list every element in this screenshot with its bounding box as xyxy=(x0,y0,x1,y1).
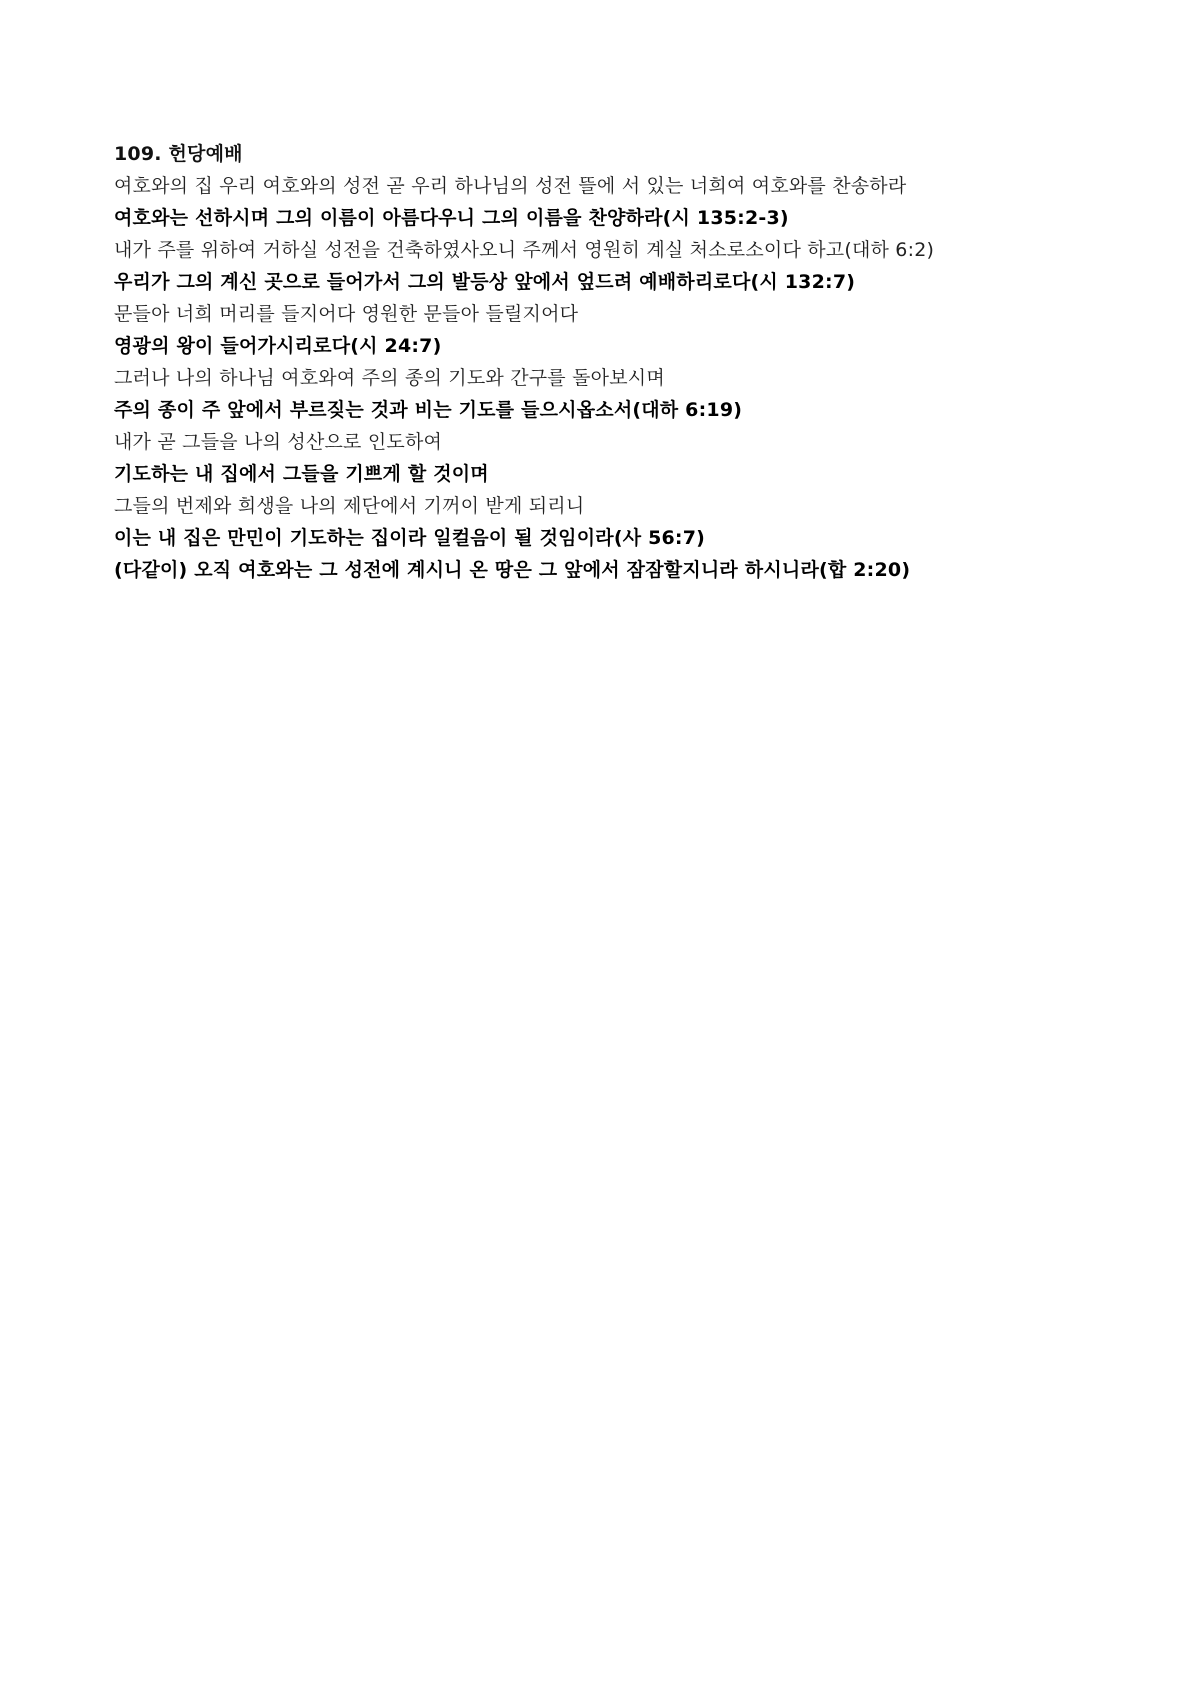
response-line: 주의 종이 주 앞에서 부르짖는 것과 비는 기도를 들으시옵소서(대하 6:19) xyxy=(114,399,743,421)
leader-line: 그러나 나의 하나님 여호와여 주의 종의 기도와 간구를 돌아보시며 xyxy=(114,367,665,389)
document-page xyxy=(114,138,1094,586)
leader-line: 그들의 번제와 희생을 나의 제단에서 기꺼이 받게 되리니 xyxy=(114,495,585,517)
leader-line: 문들아 너희 머리를 들지어다 영원한 문들아 들릴지어다 xyxy=(114,303,579,325)
response-line: 우리가 그의 계신 곳으로 들어가서 그의 발등상 앞에서 엎드려 예배하리로다(시 132:7) xyxy=(114,271,856,293)
document-title: 109. 헌당예배 xyxy=(114,143,243,165)
leader-line: 내가 주를 위하여 거하실 성전을 건축하였사오니 주께서 영원히 계실 처소로소이다 하고(대하 6:2) xyxy=(114,239,935,261)
leader-line: 내가 곧 그들을 나의 성산으로 인도하여 xyxy=(114,431,443,453)
response-line: 기도하는 내 집에서 그들을 기쁘게 할 것이며 xyxy=(114,463,489,485)
response-line: 영광의 왕이 들어가시리로다(시 24:7) xyxy=(114,335,442,357)
unison-line: (다같이) 오직 여호와는 그 성전에 계시니 온 땅은 그 앞에서 잠잠할지니라 하시니라(합 2:20) xyxy=(114,559,911,581)
leader-line: 여호와의 집 우리 여호와의 성전 곧 우리 하나님의 성전 뜰에 서 있는 너희여 여호와를 찬송하라 xyxy=(114,175,907,197)
response-line: 이는 내 집은 만민이 기도하는 집이라 일컬음이 될 것임이라(사 56:7) xyxy=(114,527,706,549)
response-line: 여호와는 선하시며 그의 이름이 아름다우니 그의 이름을 찬양하라(시 135:2-3) xyxy=(114,207,789,229)
